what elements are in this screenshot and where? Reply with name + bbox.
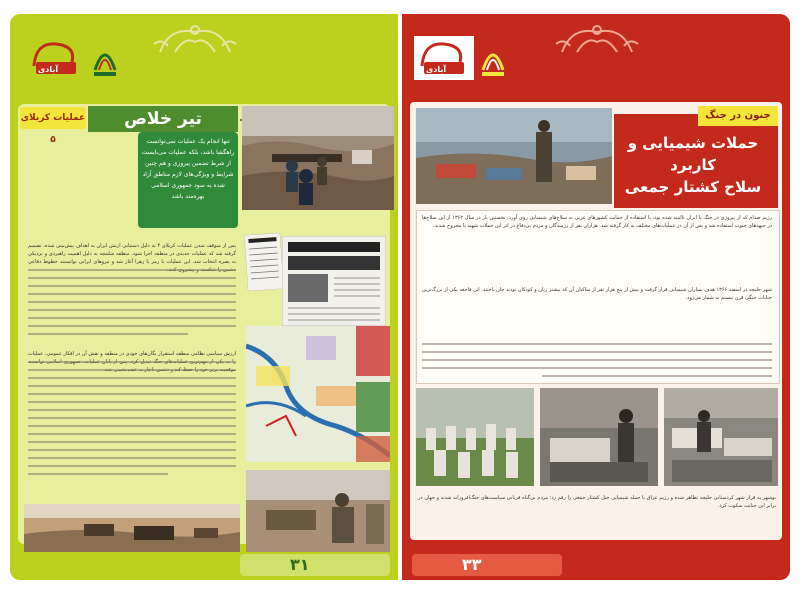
article-title-line-2: سلاح کشتار جمعی	[624, 178, 762, 196]
cemetery-photo	[416, 388, 534, 486]
chemical-victims-photo	[416, 108, 612, 204]
body-text-3: بوشهر به قرار شهر کردستانی حلبچه تظاهر شده و رژیم عراق با حمله شیمیایی خیل کشتار جمعی را رقم زد؛ مردم بی‌گناه قربانی سیاست‌های جنگ‌افروزانه شدند و جهان در برابر این جنایت سکوت کرد.	[418, 495, 776, 509]
body-text-1: رژیم صدام که از پیروزی در جنگ با ایران ناامید شده بود، با استفاده از حمایت کشورهای غربی به سلاح‌های شیمیایی روی آورد. نخستین بار در سال ۱۳۶۲ از این سلاح‌ها در جبهه‌های جنوب استفاده شد و پس از آن در عملیات‌های مختلف به کار گرفته شد. هزاران نفر از رزمندگان و مردم بی‌دفاع در اثر این حملات شهید یا مجروح شدند.	[422, 215, 772, 229]
left-page	[10, 14, 398, 580]
body-text-2: ارزش سیاسی نظامی منطقه استقرار یگان‌های خودی در منطقه و نقش آن در افکار عمومی، عملیات را به یکی از مهم‌ترین عملیات‌های جنگ تبدیل کرد. پس از پایان عملیات، جمهوری اسلامی توانست موقعیت برتر خود را حفظ کند و دشمن ناچار به عقب‌نشینی شد.	[28, 351, 236, 373]
logo-text: آبادی	[425, 65, 447, 74]
article-title: تیر خلاص	[88, 106, 238, 132]
body-text-1: پس از متوقف شدن عملیات کربلای ۴ به دلیل دستیابی ارتش ایران به اهداف پیش‌بینی شده، تصمیم گرفته شد که عملیات جدیدی در منطقه اجرا شود. منطقه شلمچه به دلیل اهمیت راهبردی و نزدیکی به بصره انتخاب شد. این عملیات با رمز یا زهرا آغاز شد و نیروهای ایرانی توانستند خطوط دفاعی دشمن را شکسته و پیشروی کنند.	[28, 243, 236, 273]
emblem-icon	[90, 36, 120, 80]
section-badge: جنون در جنگ	[698, 106, 778, 126]
ornament-icon	[150, 22, 240, 58]
hospital-photo-2	[664, 388, 778, 486]
emblem-icon	[478, 36, 508, 80]
body-text-lines	[28, 264, 236, 494]
body-text-lines	[422, 340, 772, 380]
quote-box: تنها انجام یک عملیات نمی‌توانست راهگشا باشد، بلکه عملیات می‌بایست از شرط تضمین پیروزی و هم چنین شرایط و ویژگی‌های لازم مناطق آزاد شده به سود جمهوری اسلامی بهره‌مند باشد	[138, 132, 238, 228]
section-badge: عملیات کربلای ۵	[20, 107, 86, 129]
body-text-2: شهر حلبچه در اسفند ۱۳۶۶ هدف بمباران شیمیایی قرار گرفت و بیش از پنج هزار نفر از ساکنان آن که بیشتر زنان و کودکان بودند جان باختند. این فاجعه یکی از بزرگ‌ترین جنایات جنگی قرن بیستم به شمار می‌رود.	[422, 287, 772, 301]
article-title	[608, 132, 778, 196]
page-number: ۳۱	[290, 555, 310, 574]
logo-text: آبادی	[37, 65, 59, 74]
page-number: ۳۳	[462, 555, 482, 574]
trench-photo	[242, 106, 394, 210]
page-number-box	[240, 554, 390, 576]
newspaper-clipping-2	[282, 236, 386, 326]
soldiers-photo	[246, 470, 390, 552]
page-number-box	[412, 554, 562, 576]
ornament-icon	[552, 22, 642, 58]
battlefield-photo	[24, 504, 240, 552]
hospital-photo-1	[540, 388, 658, 486]
battle-map	[246, 326, 390, 462]
article-title-line-1: حملات شیمیایی و کاربرد	[627, 134, 759, 174]
newspaper-clipping-1	[244, 233, 284, 291]
right-page	[402, 14, 790, 580]
